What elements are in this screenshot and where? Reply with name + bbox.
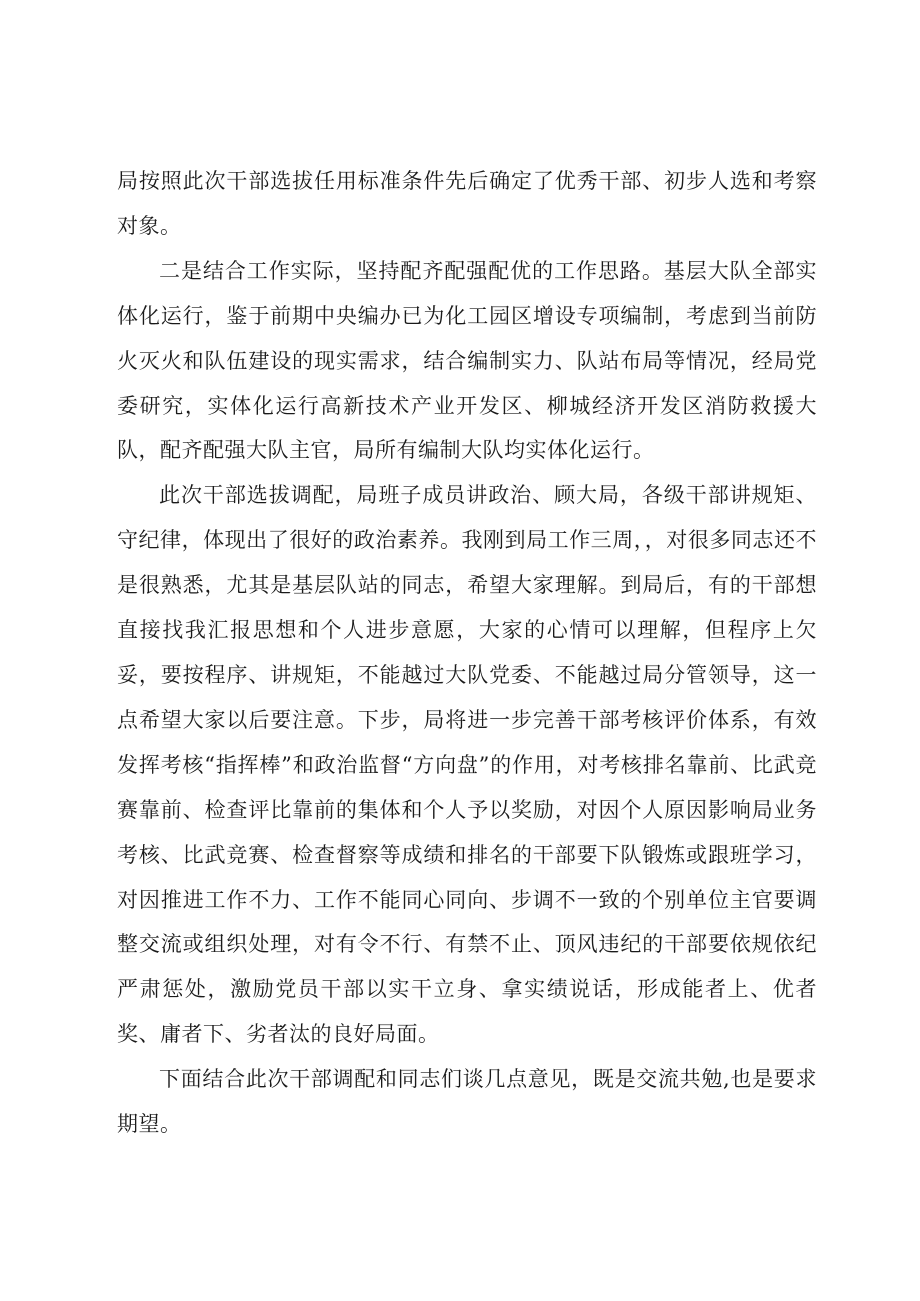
paragraph-3: 此次干部选拔调配，局班子成员讲政治、顾大局，各级干部讲规矩、守纪律，体现出了很好的政治素养。我刚到局工作三周，，对很多同志还不是很熟悉，尤其是基层队站的同志，希望大家理解。到局后，有的干部想直接找我汇报思想和个人进步意愿，大家的心情可以理解，但程序上欠妥，要按程序、讲规矩，不能越过大队党委、不能越过局分管领导，这一点希望大家以后要注意。下步，局将进一步完善干部考核评价体系，有效发挥考核“指挥棒”和政治监督“方向盘”的作用，对考核排名靠前、比武竞赛靠前、检查评比靠前的集体和个人予以奖励，对因个人原因影响局业务考核、比武竞赛、检查督察等成绩和排名的干部要下队锻炼或跟班学习，对因推进工作不力、工作不能同心同向、步调不一致的个别单位主官要调整交流或组织处理，对有令不行、有禁不止、顶风违纪的干部要依规依纪严肃惩处，激励党员干部以实干立身、拿实绩说话，形成能者上、优者奖、庸者下、劣者汰的良好局面。 — [117, 483, 817, 1047]
paragraph-4: 下面结合此次干部调配和同志们谈几点意见，既是交流共勉,也是要求期望。 — [117, 1067, 817, 1137]
document-body — [117, 159, 817, 1147]
paragraph-2: 二是结合工作实际，坚持配齐配强配优的工作思路。基层大队全部实体化运行，鉴于前期中央编办已为化工园区增设专项编制，考虑到当前防火灭火和队伍建设的现实需求，结合编制实力、队站布局等情况，经局党委研究，实体化运行高新技术产业开发区、柳城经济开发区消防救援大队，配齐配强大队主官，局所有编制大队均实体化运行。 — [117, 258, 817, 463]
paragraph-1: 局按照此次干部选拔任用标准条件先后确定了优秀干部、初步人选和考察对象。 — [117, 169, 817, 238]
